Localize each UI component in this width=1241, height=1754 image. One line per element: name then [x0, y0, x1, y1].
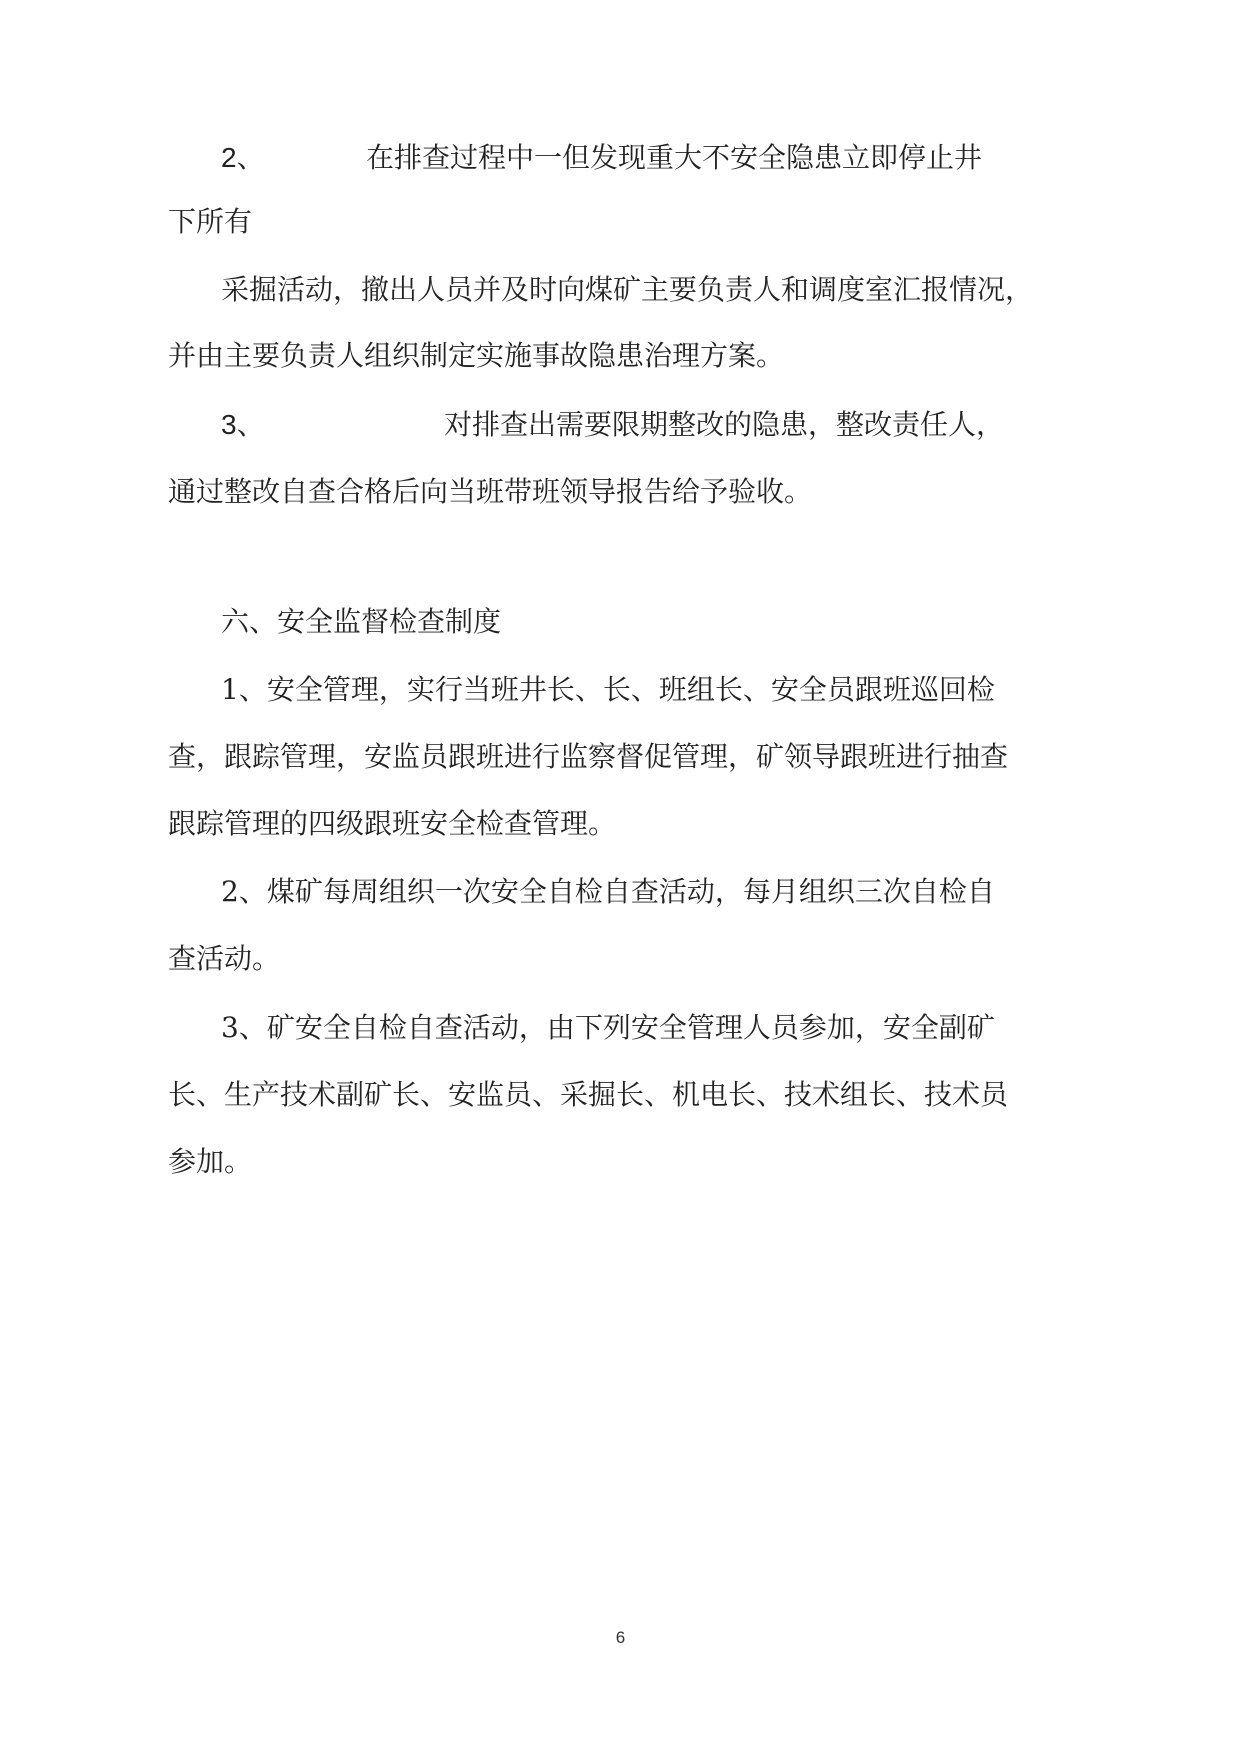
section6-para1-line-3: 跟踪管理的四级跟班安全检查管理。: [168, 807, 617, 840]
item-2-number: 2、: [221, 142, 265, 173]
item-2-line-2: 下所有: [168, 205, 253, 238]
section-heading: 六、安全监督检查制度: [221, 605, 502, 638]
section6-para1-line-2: 查，跟踪管理，安监员跟班进行监察督促管理，矿领导跟班进行抽查: [168, 740, 1009, 773]
page-number: 6: [615, 1628, 626, 1647]
item-3-number: 3、: [221, 409, 265, 440]
section6-para3-line-2: 长、生产技术副矿长、安监员、采掘长、机电长、技术组长、技术员: [168, 1078, 1009, 1111]
item-2-line-4: 并由主要负责人组织制定实施事故隐患治理方案。: [168, 339, 785, 372]
item-3-line-2: 通过整改自查合格后向当班带班领导报告给予验收。: [168, 475, 813, 508]
section6-para1-line-1: 1、安全管理，实行当班井长、长、班组长、安全员跟班巡回检: [221, 673, 995, 706]
item-3-line-1: 对排查出需要限期整改的隐患，整改责任人，: [444, 408, 1005, 441]
item-2-line-1: 在排查过程中一但发现重大不安全隐患立即停止井: [366, 141, 983, 174]
section6-para3-line-3: 参加。: [168, 1145, 253, 1178]
section6-para2-line-2: 查活动。: [168, 942, 281, 975]
section6-para3-line-1: 3、矿安全自检自查活动，由下列安全管理人员参加，安全副矿: [221, 1011, 995, 1044]
item-2-line-3: 采掘活动，撤出人员并及时向煤矿主要负责人和调度室汇报情况，: [221, 273, 1034, 306]
section6-para2-line-1: 2、煤矿每周组织一次安全自检自查活动，每月组织三次自检自: [221, 875, 995, 908]
